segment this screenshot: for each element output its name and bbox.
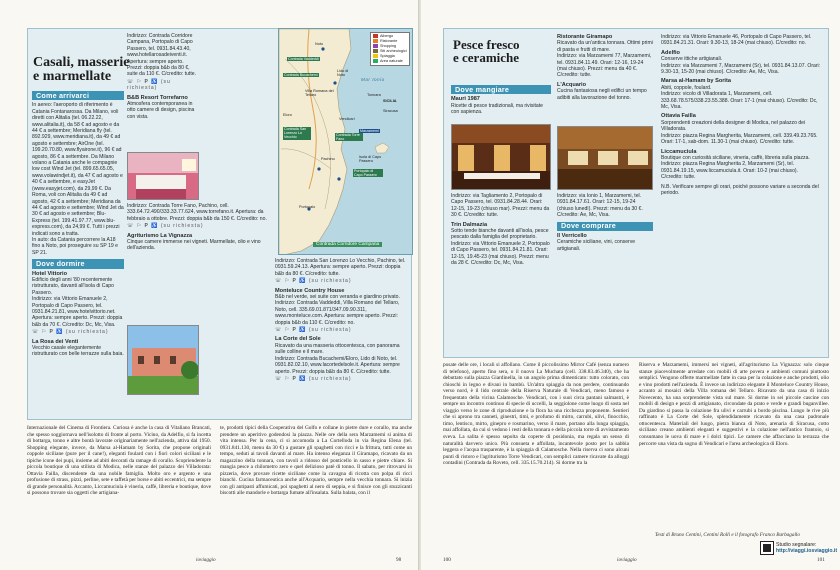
agriturismo-photo-art xyxy=(128,326,199,395)
map-legend: Albergo Ristorante Shopping Siti archeologici Spiaggia Area naturale xyxy=(370,32,410,66)
agriturismo-photo xyxy=(127,325,199,395)
site-label: Studio segnalare: xyxy=(776,542,817,548)
listing-giramapo: Ristorante Giramapo Ricavato da un'antica tonnara. Ottimi primi di pasta e frutti di mare. Indirizzo: via Marzamemi 77, Marzamemi, tel. 0931.84.11.49. Orari: 12-16, 19-24 (mai chiuso). Prezzi: menu da 40 €. C/credito: tutte. xyxy=(557,34,653,79)
listing-ottavia: Ottavia Failla Sorprendenti creazioni della designer di Modica, nel palazzo dei Villadorata. Indirizzo: piazza Regina Margherita, Marzamemi, cell. 339.49.23.765. Orari: 17-1, sab-dom. 11.30-1 (mai chiuso). C/credito: tutte. xyxy=(661,113,818,146)
listing-rosa-dei-venti: La Rosa dei Venti Vecchio casale elegantemente ristrutturato con belle terrazze sulla baia. xyxy=(32,338,124,358)
right-page xyxy=(421,0,840,570)
right-col-2 xyxy=(557,34,653,104)
listing-liccamuciula: Liccamuciula Boutique con curiosità siciliane, vineria, caffè, libreria sulla piazza. Indirizzo: piazza Regina Margherita 2, Marzamemi (Sr), tel. 0931.84.19.15, www.liccamuciula.it. Orari: 10-2 (mai chiuso). C/credito: tutte. xyxy=(661,148,810,181)
qr-icon xyxy=(761,542,773,554)
left-col-1 xyxy=(32,88,124,361)
map-tag-marzamemi: Marzamemi xyxy=(360,129,379,133)
listing-vignazza: Agriturismo La Vignazza Cinque camere immerse nei vigneti. Marmellate, olio e vino dell'azienda. xyxy=(127,232,261,252)
amenity-icons: ☏ ⚐ P ♿ (su richiesta) xyxy=(32,329,109,336)
left-body-col-2: te, prodotti tipici della Cooperativa del Golfo e collane in pietre dure e corallo, ma anche prendere un aperitivo godendosi la piazza. Nelle ore della sera Marzamemi si anima di vita intensa. Per la cena, ci si accomoda a La Cortelloda in via Regina Elena (tel. 0931.841.130, menu da 30 €) a gustare gli spaghetti con ricci e la frittura, tutti come un tempo, seduti ai tavoli davanti al mare. Ha intenso eleganza il Giramapo, ricavato da un magazzino della tonnara, con tavoli a ridosso del ponticello in sasso e pietre chiare. Si mangia pesce a chilometro zero e quel delizioso patè di tonno. Il sabato, per ritrovarsi in pizzeria, dove provare ricette siciliane come la cavagna di ricotta con polpa di ricci bianchi. Cucina farmaceutica anche all'Acquario, sempre nella vecchia tonnara. Si inizia con gli antipasti affumicati, poi spaghetti al nero di seppia, e si finisce con gli stuzzicanti biscotti alle mandorle e bottarga fumate all'insalata. Sulla balata, con il xyxy=(220,425,412,497)
right-body-col-2: Riserva e Marzamemi, immersi nei vigneti, all'agriturismo La Vignazza: solo cinque stanze piacevolmente arredate con mobili di arte povera e ambienti comuni piuttosto semplici. Vengono offerte marmellate fatte in casa per la colazione e anche prodotti, olio e vino prodotti nell'azienda. È invece un indirizzo elegante il Monteluce Country House, accanto ai mosaici della Villa romana del Tellaro. Ricavato da una casa di inizio Novecento, ha una sorprendente vista sul mare. Si dorme in sei piccole cascine con mobili di design e pezzi di artigianato, circondate da prato e verde e grandi buganvillee. Da giardino si passa la colazione fra ulivi e carrubi a bordo piscina. Lungo le rive più raffinato è La Corte del Sole, splendidamente ricavato da una casa padronale ottocentesca. Materiali del luogo, pietra bianca di Noto, arenaria di Siracusa, cotto siciliano creano ambienti eleganti e suggestivi e la colazione nell'antico frantoio, si consumano le uova di mare e i dolci tipici. Le camere che affacciano la terrazza che percorre una vista da sogno di Vendicari e l'area archeologica di Eloro. xyxy=(639,362,829,447)
map-tag-torre-fano: Contrada Torre Fano xyxy=(335,133,363,141)
restaurant-photo xyxy=(451,124,551,190)
section-dove-mangiare: Dove mangiare xyxy=(451,85,551,94)
listing-acquario-info: Indirizzo: via Ionio 1, Marzamemi, tel. 0931.84.17.61. Orari: 12-15, 19-24 (chiuso lunedì). Prezzi: menu da 30 €. C/credito: Ae, Mc, Visa. xyxy=(557,193,643,219)
left-page-magazine: ioviaggio xyxy=(196,557,216,563)
listing-verricello-info: Indirizzo: via Vittorio Emanuele 46, Portopalo di Capo Passero, tel. 0931.84.21.31. Orari: 9.30-13, 18-24 (mai chiuso). C/credito: no. xyxy=(661,34,812,47)
map-tag-san-lorenzo: Contrada San Lorenzo Lo Vecchio xyxy=(283,127,311,140)
map-tag-bucachemi: Contrada Bucachemi xyxy=(284,73,318,77)
arrive-text: In aereo: l'aeroporto di riferimento è Catania Fontanarossa. Da Milano, voli diretti con Alitalia (tel. 06.22.22, www.alitalia.it), da 58 € ad agosto e da 44 € a settembre; Meridiana fly (tel. 892.929, www.meridiana.it), da 49 € ad agosto e settembre; AirOne (tel. 199.20.70.80, www.flyairone.it), 96 € ad agosto, 86 € a settembre. Da Milano volano a Catania anche le compagnie low cost Wind Jet (tel. 899.65.65.05, www.volawindjet.it), da 47 € ad agosto e 40 € a settembre, e easyJet (www.easyjet.com), da 29,99 €. Da Roma, voli con Alitalia da 49 € ad agosto, 42 € a settembre; Meridiana da 44 € ad agosto e settembre; Wind Jet da 30 € ad agosto e settembre; Blu-Express (tel. 199.41.97.77, www.blu-express.com), da 24,99 €. Tutti i prezzi indicati sono a tratta. xyxy=(32,102,124,237)
arrive-car: In auto: da Catania percorrere la A18 fino a Noto, poi proseguire su SP 19 e SP 21. xyxy=(32,236,118,256)
map-place-noto: Noto xyxy=(315,42,324,46)
left-body-col-1: Internazionale del Cinema di Frontiera. Curiosa è anche la casa di Vitaliano Brancati, che spesso soggiornava nell'isolotto di fronte al porto. Vicino, da Adelfio, si fa incetta di bottarga, tonno e altre bontà lavorate originariamente nell'azienda, attiva dal 1950. Shopping elegante, invece, da Marsa al-Hamam by Sorita, che propone originali coppole siciliane (pure per il cane!), eleganti foulard con i fiori colori siciliani e le tipiche icone dei pupi, insieme ad abiti decorati da ramage di corallo. Scopriendente la piccola boutique di una stilista di Modica, nelle stanze del palazzo dei Villadorata: Ottavia Failla, discendente da una nobile famiglia. Molto oro e argento e una profusione di strass, pizzi, perline, sete e taffetà per borse e abiti eccentrici, ma sempre di grande personalità. Accanto, Liccamuciula è vineria, caffè, libreria e boutique, dove si possono trovare sia oggetti che artigiana- xyxy=(27,425,211,497)
area-map xyxy=(278,28,413,255)
listing-torrefarno: B&B Resort Torrefarno Atmosfera contemporanea in otto camere di design, piscina con vista. xyxy=(127,94,195,120)
hotel-room-photo xyxy=(127,152,199,200)
right-col-1b xyxy=(451,193,551,269)
right-col-3 xyxy=(661,34,821,199)
map-place-villa-romana: Villa Romana del Tellaro xyxy=(305,89,334,98)
map-place-portopalo: Portopalo xyxy=(299,205,316,209)
listing-rosa-info: Indirizzo: Contrada Corridore Campana, Portopalo di Capo Passero, tel. 0931.84.43.40, www.hotellarosadeiventi.it. Apertura: sempre aperto. Prezzi: doppia b&b da 80 €, suite da 110 €. C/credito: tutte. ☏ ⚐ P ♿ (su richiesta) xyxy=(127,33,199,92)
map-place-isola: Isola di Capo Passero xyxy=(359,155,382,164)
listing-mauri: Mauri 1987 Ricette di pesce tradizionali, ma rivisitate con sapienza. xyxy=(451,96,544,116)
listing-trin: Trin Dalmazia Sotto tende bianche davanti all'isola, pesce pescato dalla famiglia del proprietario. Indirizzo: via Vittorio Emanuele 2, Portopalo di Capo Passero, tel. 0931.84.21.81. Orari: 12-15, 19.45-23 (mai chiuso). Prezzi: menu da 28 €. C/credito: Dc, Mc, Visa. xyxy=(451,221,550,267)
dining-room-photo-art xyxy=(558,127,653,190)
listing-vignazza-info: Indirizzo: Contrada San Lorenzo Lo Vecchio, Pachino, tel. 0931.59.24.13. Apertura: sempre aperto. Prezzi: doppia b&b da 80 €. C/credito: tutte. ☏ ⚐ P ♿ (su richiesta) xyxy=(275,258,410,285)
listing-verricello: Il Verricello Ceramiche siciliane, vini, conserve artigianali. xyxy=(557,233,636,252)
section-dove-dormire: Dove dormire xyxy=(32,259,124,268)
listing-mauri-info: Indirizzo: via Tagliamento 2, Portopalo di Capo Passero, tel. 0931.84.28.44. Orari: 12-15, 19-23 (chiuso mar). Prezzi: menu da 30 €. C/credito: tutte. xyxy=(451,193,550,219)
left-col-vignazza-info xyxy=(275,258,410,385)
dining-room-photo xyxy=(557,126,653,190)
left-box-title: Casali, masserie e marmellate xyxy=(33,55,130,85)
map-tag-portopalo: Portopalo di Capo Passero xyxy=(353,169,383,177)
listing-adelfio: Adelfio Conserve ittiche artigianali. Indirizzo: via Marzamemi 7, Marzamemi (Sr), tel. 0931.84.13.07. Orari: 9.30-13, 15-20 (mai chiuso). C/credito: Ae, Mc, Visa. xyxy=(661,49,821,76)
site-link-block[interactable] xyxy=(761,542,838,556)
hotel-room-photo-art xyxy=(128,153,199,200)
map-sea-label: Mar Ionio xyxy=(361,77,385,82)
amenity-icons: ☏ ⚐ P ♿ (su richiesta) xyxy=(275,327,352,334)
right-page-number-2: 101 xyxy=(817,557,825,563)
amenity-icons: ☏ ⚐ P ♿ (su richiesta) xyxy=(275,375,352,382)
listing-hotel-vittorio: Hotel Vittorio Edificio degli anni '80 recentemente ristrutturato, davanti all'isola di Capo Passero. Indirizzo: via Vittorio Emanuele 2, Portopalo di Capo Passero, tel. 0931.84.21.81, www.hotelvittorio.net. Apertura: sempre aperto. Prezzi: doppia b&b da 70 €. C/credito: Dc, Mc, Visa. ☏ ⚐ P ♿ (su richiesta) xyxy=(32,270,123,336)
map-place-pachino: Pachino xyxy=(321,157,335,161)
restaurant-photo-art xyxy=(452,125,551,190)
map-place-lido-di-noto: Lido di Noto xyxy=(337,69,349,78)
amenity-icons: ☏ ⚐ P ♿ (su richiesta) xyxy=(275,278,352,285)
left-col-2 xyxy=(127,33,199,123)
right-col-2b xyxy=(557,193,653,255)
right-page-number: 100 xyxy=(443,557,451,563)
right-body-col-1: posate delle ore, i locali si affollano. Come il piccolissimo Mirror Café (senza numero di telefono), aperto fino sera, o il nuovo La Muchata (cell. 338.83.46.340), che ha debuttato sulla piazza Giardinella, in un angolo prima dimenticato: tutto colorato, con chioschi in legno e divani in bambù. Un'altra spiaggia da non perdere, continuando verso nord, è il lido centrale della Riserva Naturale di Vendicari, meno famoso e frequentato della vicina Calamosche. Vendicari, con i suoi circa pantani salmastri, è sempre un incontro continuo di specie di uccelli, la seggiolone come luogo di sosta nel viaggio verso le zone di riproduzione e la flora ha una ricchezza proponente. Sentieri che si aprono tra canneti, ginestri, timi, e profumo di mirto, carrubi, ulivi, finocchio, timo, lentisco, mirto, ginepro e rosmarino, verso il mare, portano alla lunga spiaggia, mai affollata, da cui si vedono i resti della tonnara e della piccola torre di avvistamento sveva. La salita è spesso sepolta da coperte di posidonia, ma regala un senso di naturalità davvero unico. Più consueta e affollata, incantevole posto per la sabbia leggera e l'acqua trasparente, è la spiaggia di Calamosche. Nella riserva ci sono alcuni punti di ristoro e l'agriturismo Torre Vendicari, con semplici camere ricavate da alloggi contadini (Contrada da Roveto, cell. 335.15.70.214). Si dorme tra la xyxy=(443,362,629,467)
left-page-number: 98 xyxy=(396,557,402,563)
listing-corte-del-sole: La Corte del Sole Ricavato da una masseria ottocentesca, con panorama sulle colline e il mare. Indirizzo: Contrada Bucachemi/Eloro, Lido di Noto, tel. 0931.82.02.10, www.lacortedelsole.it. Apertura: sempre aperto. Prezzi: doppia b&b da 80 €. C/credito: tutte. ☏ ⚐ P ♿ (su richiesta) xyxy=(275,336,410,382)
map-place-sicilia: SICILIA xyxy=(383,99,397,103)
listing-acquario: L'Acquario Cucina fantasiosa negli edifici un tempo adibiti alla lavorazione del tonno. xyxy=(557,81,647,101)
right-col-1 xyxy=(451,82,551,119)
photo-credit: Testi di Bruno Centini, Centini Rolli e il fotografo Franco Barbagallo xyxy=(655,532,800,538)
map-place-tonnara: Tonnara xyxy=(367,93,381,97)
listing-marsa: Marsa al-Hamam by Sorita Abiti, coppole, foulard. Indirizzo: vicolo di Villadorata 1, Marzamemi, cell. 333.68.78.575/338.23.55.388. Orari: 17-1 (mai chiuso). C/credito: Dc, Mc, Visa. xyxy=(661,78,818,111)
map-place-vendicari: Vendicari xyxy=(339,117,355,121)
map-tag-corridore: Contrada Corridore Campana xyxy=(313,242,382,247)
map-place-siracusa: Siracusa xyxy=(383,109,398,113)
right-box-title: Pesce fresco e ceramiche xyxy=(453,37,520,66)
map-tag-vaddeddi: Contrada Vaddeddi xyxy=(288,57,319,61)
right-page-magazine: ioviaggio xyxy=(617,557,637,563)
map-place-eloro: Eloro xyxy=(283,113,292,117)
amenity-icons: ☏ ⚐ P ♿ (su richiesta) xyxy=(127,223,204,230)
listing-monteluce: Monteluce Country House B&b nel verde, sei suite con veranda e giardino privato. Indirizzo: Contrada Vaddeddi, Villa Romano del Tellaro, Noto, cell. 335.69.01.871/347.09.90.311, www.monteluce.com. Apertura: sempre aperto. Prezzi: doppia b&b da 110 €. C/credito: no. ☏ ⚐ P ♿ (su richiesta) xyxy=(275,288,410,334)
section-come-arrivarci: Come arrivarci xyxy=(32,91,124,100)
site-url[interactable]: http://viaggi.iosviaggio.it xyxy=(776,548,838,554)
left-col-2b xyxy=(127,203,275,255)
amenity-icons: ☏ ⚐ P ♿ (su richiesta) xyxy=(127,78,171,92)
nb-note: N.B. Verificare sempre gli orari, poiché possono variare a seconda del periodo. xyxy=(661,183,819,196)
section-dove-comprare: Dove comprare xyxy=(557,222,653,231)
listing-torrefarno-info: Indirizzo: Contrada Torre Fano, Pachino, cell. 333.64.72.490/333.33.77.624, www.torrefano.it. Apertura: da febbraio a ottobre. Prezzi: doppia b&b da 150 €. C/credito: no. ☏ ⚐ P ♿ (su richiesta) xyxy=(127,203,275,230)
